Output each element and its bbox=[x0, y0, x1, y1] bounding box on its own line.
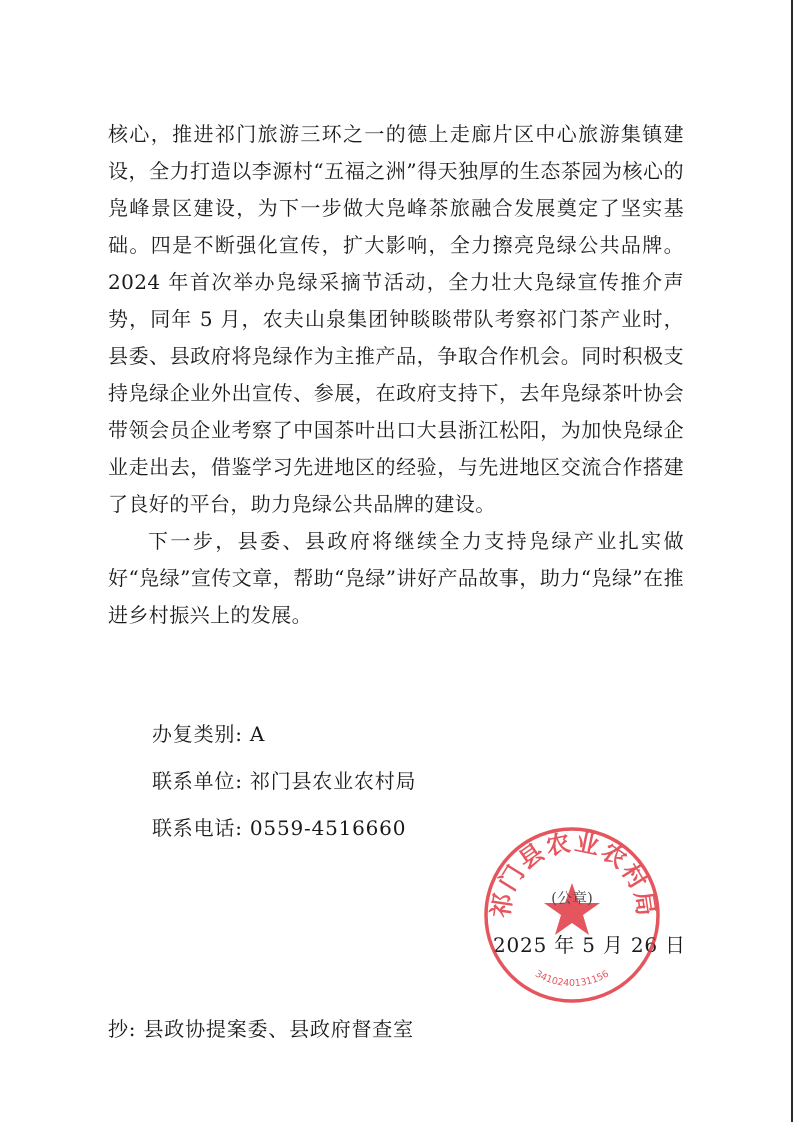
paragraph-1: 核心，推进祁门旅游三环之一的德上走廊片区中心旅游集镇建设，全力打造以李源村“五福之洲”得天独厚的生态茶园为核心的凫峰景区建设，为下一步做大凫峰茶旅融合发展奠定了坚实基础。四是不断强化宣传，扩大影响，全力擦亮凫绿公共品牌。2024 年首次举办凫绿采摘节活动，全力壮大凫绿宣传推介声势，同年 5 月，农夫山泉集团钟睒睒带队考察祁门茶产业时，县委、县政府将凫绿作为主推产品，争取合作机会。同时积极支持凫绿企业外出宣传、参展，在政府支持下，去年凫绿茶叶协会带领会员企业考察了中国茶叶出口大县浙江松阳，为加快凫绿企业走出去，借鉴学习先进地区的经验，与先进地区交流合作搭建了良好的平台，助力凫绿公共品牌的建设。 bbox=[108, 122, 684, 516]
contact-unit: 联系单位: 祁门县农业农村局 bbox=[152, 769, 417, 793]
signing-date: 2025 年 5 月 26 日 bbox=[493, 933, 686, 957]
reply-category: 办复类别: A bbox=[152, 722, 266, 746]
contact-phone: 联系电话: 0559-4516660 bbox=[152, 816, 407, 840]
letter-body bbox=[108, 116, 684, 634]
seal-name-text: 祁门县农业农村局 bbox=[485, 827, 662, 920]
official-seal bbox=[482, 825, 662, 1005]
seal-label: (公章) bbox=[551, 889, 593, 907]
paragraph-2: 下一步，县委、县政府将继续全力支持凫绿产业扎实做好“凫绿”宣传文章，帮助“凫绿”讲好产品故事，助力“凫绿”在推进乡村振兴上的发展。 bbox=[108, 529, 684, 627]
cc-recipients: 抄: 县政协提案委、县政府督查室 bbox=[108, 1017, 414, 1041]
seal-code: 3410240131156 bbox=[533, 968, 611, 990]
